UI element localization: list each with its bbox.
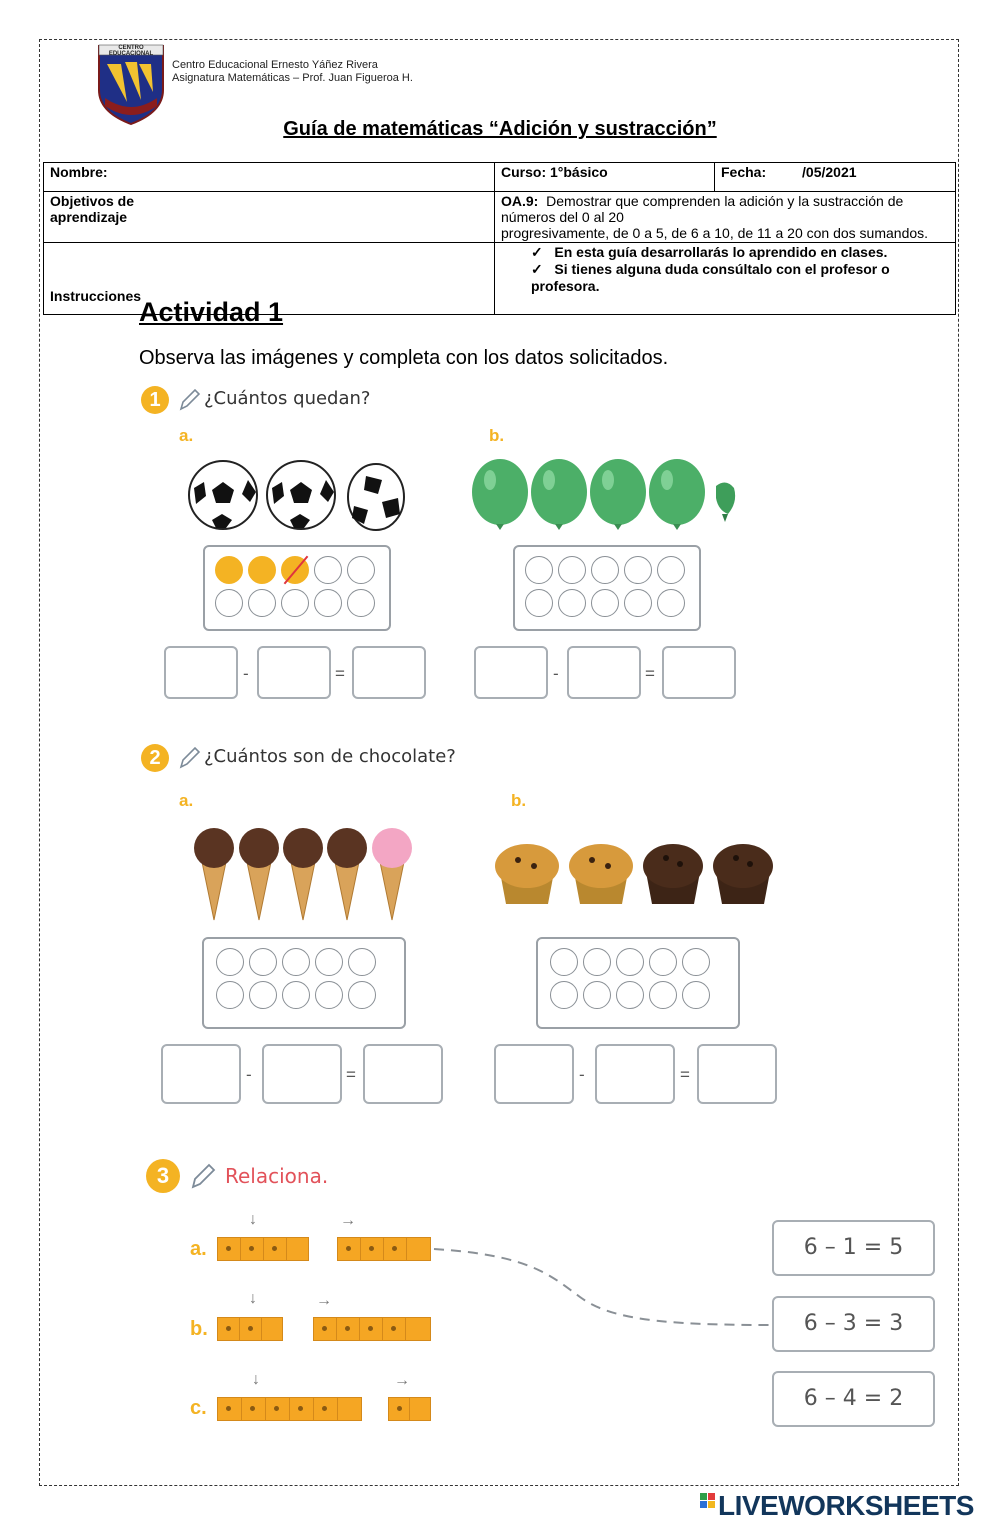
muffin-plain (569, 844, 633, 904)
q2b-answer-box-1[interactable] (494, 1044, 574, 1104)
frame-cell[interactable] (282, 981, 310, 1009)
q1b-answer-box-3[interactable] (662, 646, 736, 699)
down-arrow-icon: ↓ (249, 1211, 257, 1228)
pencil-icon (177, 745, 201, 771)
equals-sign: = (680, 1065, 690, 1084)
nombre-cell[interactable] (44, 163, 495, 192)
frame-cell[interactable] (624, 556, 652, 584)
frame-cell[interactable] (249, 948, 277, 976)
minus-sign: - (553, 664, 559, 683)
frame-cell[interactable] (558, 556, 586, 584)
ice-cream-chocolate (194, 828, 234, 920)
q2b-cells (550, 948, 710, 1009)
frame-cell[interactable] (525, 556, 553, 584)
cheese-bar (217, 1397, 362, 1421)
balloon (472, 459, 528, 530)
q3-row-b-label: b. (190, 1318, 208, 1340)
frame-cell[interactable] (550, 948, 578, 976)
q2a-cells (216, 948, 376, 1009)
q1-question: ¿Cuántos quedan? (204, 388, 371, 409)
objetivos-label-cell (44, 192, 495, 243)
liveworksheets-logo[interactable] (700, 1490, 974, 1523)
right-arrow-icon: → (394, 1372, 410, 1389)
minus-sign: - (579, 1065, 585, 1084)
frame-cell[interactable] (624, 589, 652, 617)
frame-cell[interactable] (314, 556, 342, 584)
muffin-plain (495, 844, 559, 904)
cheese-bar (217, 1237, 309, 1261)
q3-row-c-label: c. (190, 1397, 207, 1419)
q1a-answer-box-1[interactable] (164, 646, 238, 699)
q1a-answer-box-2[interactable] (257, 646, 331, 699)
frame-cell[interactable] (347, 556, 375, 584)
q2-a-label: a. (179, 791, 194, 810)
q2a-answer-box-2[interactable] (262, 1044, 342, 1104)
soccer-ball-deflated (348, 464, 404, 530)
logo-text: CENTRO EDUCACIONAL (108, 45, 154, 57)
equals-sign: = (346, 1065, 356, 1084)
right-arrow-icon: → (340, 1212, 356, 1229)
curso-cell (495, 163, 715, 192)
equation-box-3[interactable]: 6 – 4 = 2 (772, 1371, 935, 1427)
q2a-answer-box-3[interactable] (363, 1044, 443, 1104)
equals-sign: = (335, 664, 345, 683)
right-arrow-icon: → (316, 1292, 332, 1309)
liveworksheets-brand: LIVEWORKSHEETS (718, 1490, 974, 1521)
fecha-cell[interactable] (715, 163, 956, 192)
live-badge-icon (700, 1493, 716, 1523)
soccer-balls-image (186, 458, 411, 533)
frame-cell[interactable] (583, 981, 611, 1009)
q1-number-badge: 1 (141, 386, 169, 414)
pencil-icon (189, 1161, 217, 1191)
q3-number-badge: 3 (146, 1159, 180, 1193)
q2a-answer-box-1[interactable] (161, 1044, 241, 1104)
curso-label: Curso: 1°básico (501, 164, 608, 180)
nombre-label: Nombre: (50, 164, 108, 180)
q1b-answer-box-1[interactable] (474, 646, 548, 699)
muffin-chocolate (643, 844, 703, 904)
minus-sign: - (246, 1065, 252, 1084)
pencil-icon (177, 387, 201, 413)
muffins-image (492, 836, 782, 908)
q1a-cells (215, 556, 375, 617)
q3-question: Relaciona. (225, 1164, 329, 1188)
subject-line: Asignatura Matemáticas – Prof. Juan Figueroa H. (172, 72, 413, 84)
q3-row-a-label: a. (190, 1238, 207, 1260)
match-line (430, 1235, 775, 1335)
school-name: Centro Educacional Ernesto Yáñez Rivera (172, 59, 378, 71)
soccer-ball (267, 461, 335, 529)
instruccion-1: ✓ En esta guía desarrollarás lo aprendido en clases. (531, 244, 888, 260)
page-title: Guía de matemáticas “Adición y sustracción” (283, 118, 717, 140)
frame-cell[interactable] (215, 589, 243, 617)
info-table (43, 162, 956, 315)
frame-cell[interactable] (347, 589, 375, 617)
instruccion-2-text: Si tienes alguna duda consúltalo con el profesor o profesora. (531, 261, 890, 294)
balloon (531, 459, 587, 530)
ice-cream-chocolate (283, 828, 323, 920)
frame-cell[interactable] (657, 589, 685, 617)
balloons-image (470, 458, 745, 538)
down-arrow-icon: ↓ (252, 1371, 260, 1388)
objetivos-label-1: Objetivos de (50, 193, 135, 209)
muffin-chocolate (713, 844, 773, 904)
frame-cell[interactable] (649, 981, 677, 1009)
frame-cell[interactable] (682, 948, 710, 976)
activity-title: Actividad 1 (139, 297, 284, 327)
balloon (649, 459, 705, 530)
frame-cell[interactable] (591, 556, 619, 584)
q2-b-label: b. (511, 791, 527, 810)
ice-cream-chocolate (239, 828, 279, 920)
q1-a-label: a. (179, 426, 194, 445)
cheese-bar (313, 1317, 431, 1341)
objetivo-code: OA.9: (501, 193, 539, 209)
q2b-answer-box-2[interactable] (595, 1044, 675, 1104)
q1b-answer-box-2[interactable] (567, 646, 641, 699)
frame-cell[interactable] (281, 589, 309, 617)
ice-cream-strawberry (372, 828, 412, 920)
frame-cell[interactable] (550, 981, 578, 1009)
objetivo-text-2: progresivamente, de 0 a 5, de 6 a 10, de 11 a 20 con dos sumandos. (501, 225, 929, 241)
instruccion-1-text: En esta guía desarrollarás lo aprendido en clases. (554, 244, 888, 260)
frame-cell[interactable] (558, 589, 586, 617)
frame-cell[interactable] (657, 556, 685, 584)
instrucciones-label: Instrucciones (50, 288, 142, 304)
frame-cell[interactable] (591, 589, 619, 617)
frame-cell[interactable] (216, 948, 244, 976)
frame-cell[interactable] (682, 981, 710, 1009)
instruccion-2: ✓ Si tienes alguna duda consúltalo con el profesor o profesora. (531, 261, 890, 294)
frame-cell[interactable] (216, 981, 244, 1009)
fecha-value: /05/2021 (802, 164, 857, 180)
frame-cell[interactable] (525, 589, 553, 617)
q1b-cells (525, 556, 685, 617)
equals-sign: = (645, 664, 655, 683)
objetivos-label-2: aprendizaje (50, 209, 128, 225)
equation-box-1[interactable]: 6 – 1 = 5 (772, 1220, 935, 1276)
school-header (172, 59, 413, 85)
cheese-bar (337, 1237, 431, 1261)
objetivo-text-1: Demostrar que comprenden la adición y la sustracción de números del 0 al 20 (501, 193, 904, 225)
frame-cell[interactable] (248, 556, 276, 584)
q1-b-label: b. (489, 426, 505, 445)
frame-cell[interactable] (315, 948, 343, 976)
instrucciones-cell (495, 243, 956, 315)
frame-cell[interactable] (616, 948, 644, 976)
frame-cell[interactable] (282, 948, 310, 976)
q2-number-badge: 2 (141, 744, 169, 772)
ice-cream-chocolate (327, 828, 367, 920)
frame-cell[interactable] (249, 981, 277, 1009)
frame-cell[interactable] (649, 948, 677, 976)
frame-cell[interactable] (215, 556, 243, 584)
q2-question: ¿Cuántos son de chocolate? (204, 746, 456, 767)
frame-cell[interactable] (616, 981, 644, 1009)
down-arrow-icon: ↓ (249, 1290, 257, 1307)
frame-cell[interactable] (314, 589, 342, 617)
frame-cell[interactable] (348, 981, 376, 1009)
frame-cell[interactable] (248, 589, 276, 617)
activity-instruction: Observa las imágenes y completa con los datos solicitados. (139, 347, 669, 369)
frame-cell[interactable] (348, 948, 376, 976)
ice-creams-image (190, 822, 420, 924)
balloon (590, 459, 646, 530)
q1a-answer-box-3[interactable] (352, 646, 426, 699)
balloon-deflated (716, 482, 735, 522)
soccer-ball (189, 461, 257, 529)
fecha-label: Fecha: (721, 164, 767, 180)
cheese-bar (388, 1397, 431, 1421)
frame-cell[interactable] (281, 556, 309, 584)
equation-box-2[interactable]: 6 – 3 = 3 (772, 1296, 935, 1352)
objetivos-text-cell (495, 192, 956, 243)
q2b-answer-box-3[interactable] (697, 1044, 777, 1104)
frame-cell[interactable] (583, 948, 611, 976)
minus-sign: - (243, 664, 249, 683)
cheese-bar (217, 1317, 283, 1341)
frame-cell[interactable] (315, 981, 343, 1009)
